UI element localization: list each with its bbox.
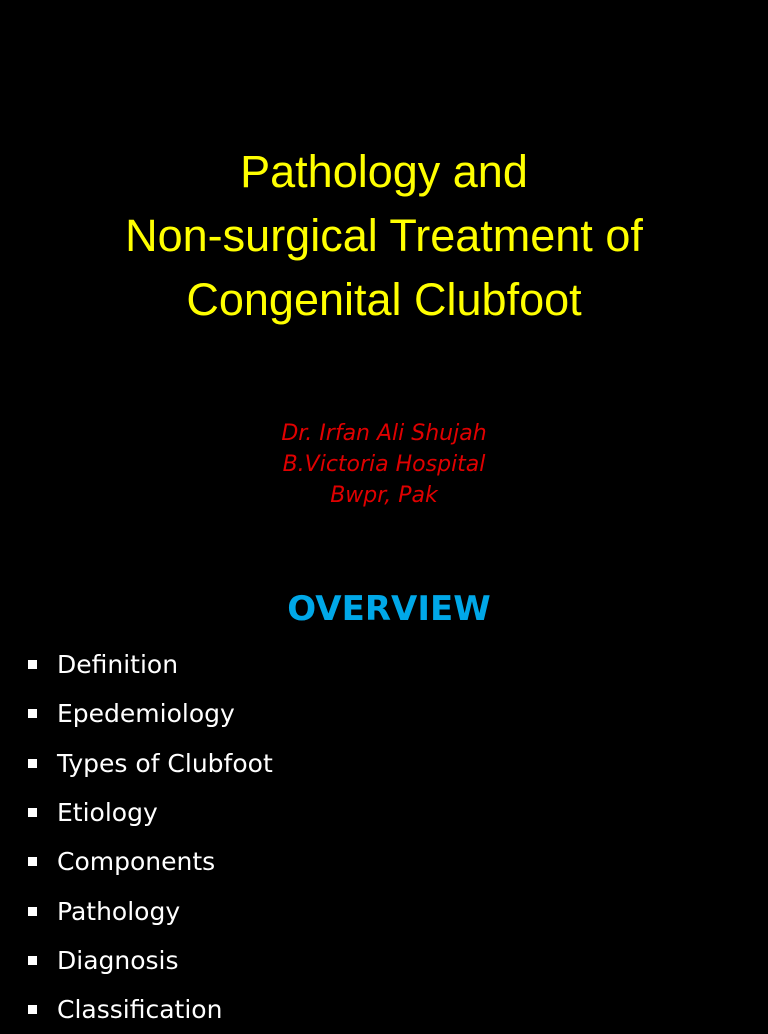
overview-list bbox=[28, 640, 273, 1034]
list-item-label: Types of Clubfoot bbox=[57, 748, 273, 778]
list-item bbox=[28, 985, 273, 1034]
list-item bbox=[28, 640, 273, 689]
list-item-label: Components bbox=[57, 847, 216, 877]
square-bullet-icon bbox=[28, 1005, 37, 1014]
square-bullet-icon bbox=[28, 660, 37, 669]
list-item-label: Etiology bbox=[57, 798, 158, 828]
author-location: Bwpr, Pak bbox=[330, 483, 438, 508]
author-hospital: B.Victoria Hospital bbox=[282, 452, 486, 477]
title-line: Non-surgical Treatment of bbox=[125, 210, 643, 261]
square-bullet-icon bbox=[28, 907, 37, 916]
list-item bbox=[28, 886, 273, 935]
title-line: Pathology and bbox=[240, 146, 528, 197]
presentation-title bbox=[0, 140, 768, 332]
author-block bbox=[0, 418, 768, 511]
list-item-label: Epedemiology bbox=[57, 699, 235, 729]
list-item bbox=[28, 689, 273, 738]
list-item-label: Definition bbox=[57, 650, 179, 680]
list-item bbox=[28, 936, 273, 985]
list-item-label: Classification bbox=[57, 995, 223, 1025]
list-item bbox=[28, 837, 273, 886]
square-bullet-icon bbox=[28, 709, 37, 718]
list-item-label: Pathology bbox=[57, 896, 181, 926]
square-bullet-icon bbox=[28, 857, 37, 866]
author-name: Dr. Irfan Ali Shujah bbox=[281, 421, 487, 446]
square-bullet-icon bbox=[28, 808, 37, 817]
list-item bbox=[28, 739, 273, 788]
title-line: Congenital Clubfoot bbox=[186, 274, 582, 325]
list-item bbox=[28, 788, 273, 837]
overview-slide bbox=[0, 576, 768, 1024]
overview-heading: OVERVIEW bbox=[287, 589, 491, 629]
square-bullet-icon bbox=[28, 759, 37, 768]
square-bullet-icon bbox=[28, 956, 37, 965]
list-item-label: Diagnosis bbox=[57, 945, 179, 975]
